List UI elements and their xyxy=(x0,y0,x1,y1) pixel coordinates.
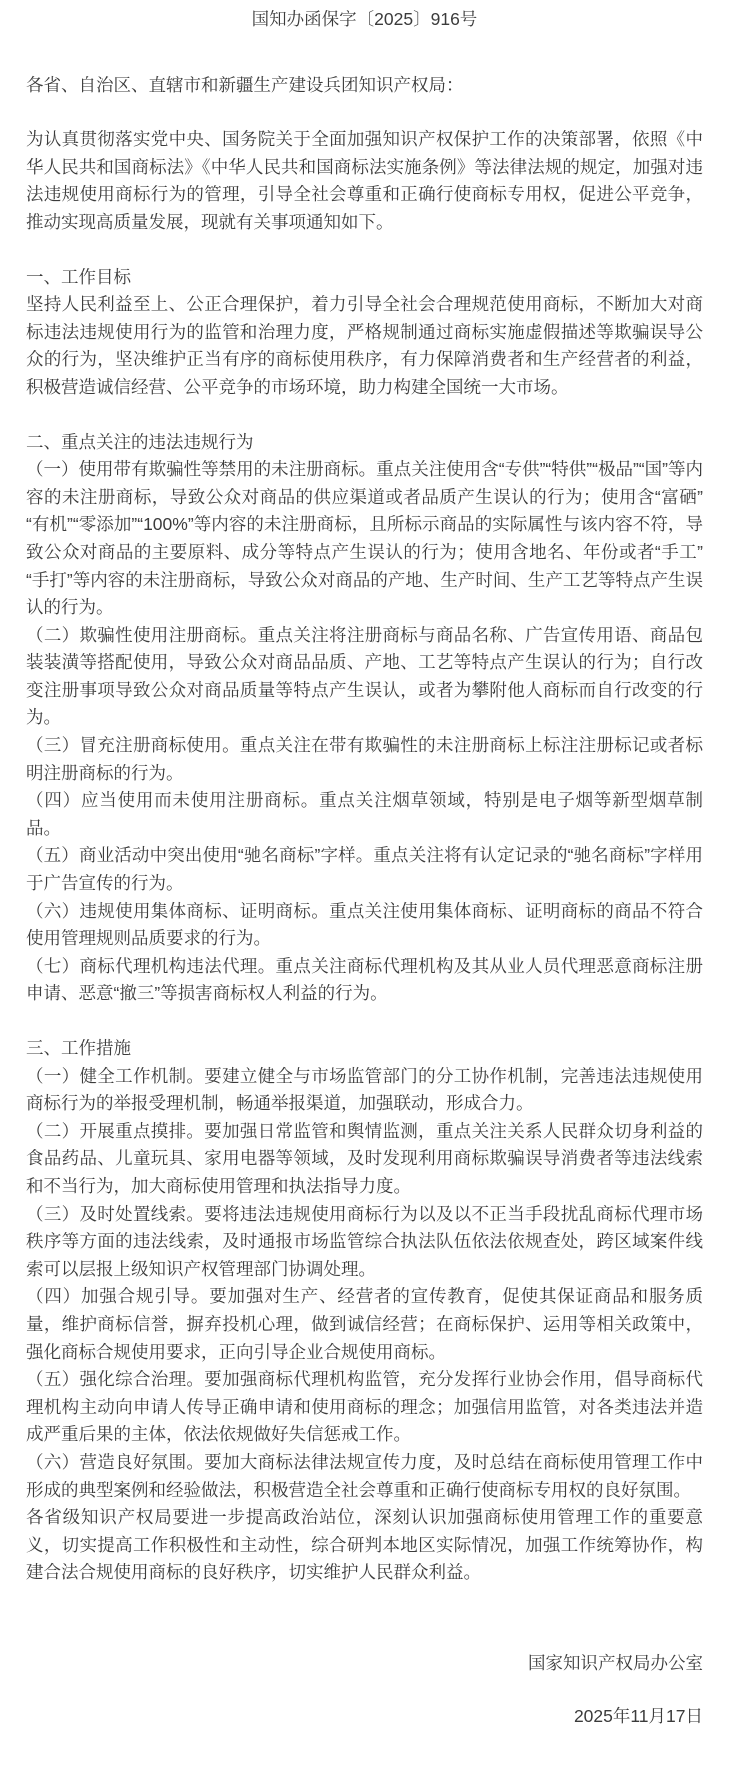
section-2-item-4: （四）应当使用而未使用注册商标。重点关注烟草领域，特别是电子烟等新型烟草制品。 xyxy=(26,790,703,838)
section-3-item-2: （二）开展重点摸排。要加强日常监管和舆情监测，重点关注关系人民群众切身利益的食品药品、儿童玩具、家用电器等领域，及时发现利用商标欺骗误导消费者等违法线索和不当行为，加大商标使用管理和执法指导力度。 xyxy=(26,1120,703,1196)
section-3-heading: 三、工作措施 xyxy=(26,1038,131,1058)
section-3-item-4: （四）加强合规引导。要加强对生产、经营者的宣传教育，促使其保证商品和服务质量，维护商标信誉，摒弃投机心理，做到诚信经营；在商标保护、运用等相关政策中，强化商标合规使用要求，正向引导企业合规使用商标。 xyxy=(26,1286,703,1362)
section-work-measures xyxy=(26,1035,703,1587)
section-work-goals xyxy=(26,264,703,402)
section-3-item-3: （三）及时处置线索。要将违法违规使用商标行为以及以不正当手段扰乱商标代理市场秩序等方面的违法线索，及时通报市场监管综合执法队伍依法依规查处，跨区域案件线索可以层报上级知识产权管理部门协调处理。 xyxy=(26,1203,703,1279)
closing-paragraph: 各省级知识产权局要进一步提高政治站位，深刻认识加强商标使用管理工作的重要意义，切实提高工作积极性和主动性，综合研判本地区实际情况，加强工作统筹协作，构建合法合规使用商标的良好秩序，切实维护人民群众利益。 xyxy=(26,1507,703,1583)
section-2-item-2: （二）欺骗性使用注册商标。重点关注将注册商标与商品名称、广告宣传用语、商品包装装潢等搭配使用，导致公众对商品品质、产地、工艺等特点产生误认的行为；自行改变注册事项导致公众对商品质量等特点产生误认，或者为攀附他人商标而自行改变的行为。 xyxy=(26,624,703,728)
section-2-item-1: （一）使用带有欺骗性等禁用的未注册商标。重点关注使用含“专供”“特供”“极品”“国”等内容的未注册商标，导致公众对商品的供应渠道或者品质产生误认的行为；使用含“富硒”“有机”“零添加”“100%”等内容的未注册商标，且所标示商品的实际属性与该内容不符，导致公众对商品的主要原料、成分等特点产生误认的行为；使用含地名、年份或者“手工”“手打”等内容的未注册商标，导致公众对商品的产地、生产时间、生产工艺等特点产生误认的行为。 xyxy=(26,459,703,618)
section-1-body: 坚持人民利益至上、公正合理保护，着力引导全社会合理规范使用商标，不断加大对商标违法违规使用行为的监管和治理力度，严格规制通过商标实施虚假描述等欺骗误导公众的行为，坚决维护正当有序的商标使用秩序，有力保障消费者和生产经营者的利益，积极营造诚信经营、公平竞争的市场环境，助力构建全国统一大市场。 xyxy=(26,294,703,397)
salutation: 各省、自治区、直辖市和新疆生产建设兵团知识产权局： xyxy=(26,74,464,95)
intro-paragraph: 为认真贯彻落实党中央、国务院关于全面加强知识产权保护工作的决策部署，依照《中华人民共和国商标法》《中华人民共和国商标法实施条例》等法律法规的规定，加强对违法违规使用商标行为的管理，引导全社会尊重和正确行使商标专用权，促进公平竞争，推动实现高质量发展，现就有关事项通知如下。 xyxy=(26,129,703,232)
section-2-item-6: （六）违规使用集体商标、证明商标。重点关注使用集体商标、证明商标的商品不符合使用管理规则品质要求的行为。 xyxy=(26,900,703,949)
section-2-heading: 二、重点关注的违法违规行为 xyxy=(26,431,254,452)
section-2-item-3: （三）冒充注册商标使用。重点关注在带有欺骗性的未注册商标上标注注册标记或者标明注册商标的行为。 xyxy=(26,735,703,783)
section-3-item-5: （五）强化综合治理。要加强商标代理机构监管，充分发挥行业协会作用，倡导商标代理机构主动向申请人传导正确申请和使用商标的理念；加强信用监管，对各类违法并造成严重后果的主体，依法依规做好失信惩戒工作。 xyxy=(26,1369,703,1445)
section-violations xyxy=(26,429,703,1008)
section-3-item-6: （六）营造良好氛围。要加大商标法律法规宣传力度，及时总结在商标使用管理工作中形成的典型案例和经验做法，积极营造全社会尊重和正确行使商标专用权的良好氛围。 xyxy=(26,1451,703,1500)
section-2-item-7: （七）商标代理机构违法代理。重点关注商标代理机构及其从业人员代理恶意商标注册申请、恶意“撤三”等损害商标权人利益的行为。 xyxy=(26,955,703,1004)
section-2-item-5: （五）商业活动中突出使用“驰名商标”字样。重点关注将有认定记录的“驰名商标”字样用于广告宣传的行为。 xyxy=(26,845,703,894)
issuing-office-signature: 国家知识产权局办公室 xyxy=(528,1652,703,1673)
section-3-item-1: （一）健全工作机制。要建立健全与市场监管部门的分工协作机制，完善违法违规使用商标行为的举报受理机制，畅通举报渠道，加强联动，形成合力。 xyxy=(26,1065,703,1114)
doc-number: 国知办函保字〔2025〕916号 xyxy=(251,9,478,29)
section-1-heading: 一、工作目标 xyxy=(26,266,131,287)
issue-date: 2025年11月17日 xyxy=(573,1706,703,1727)
